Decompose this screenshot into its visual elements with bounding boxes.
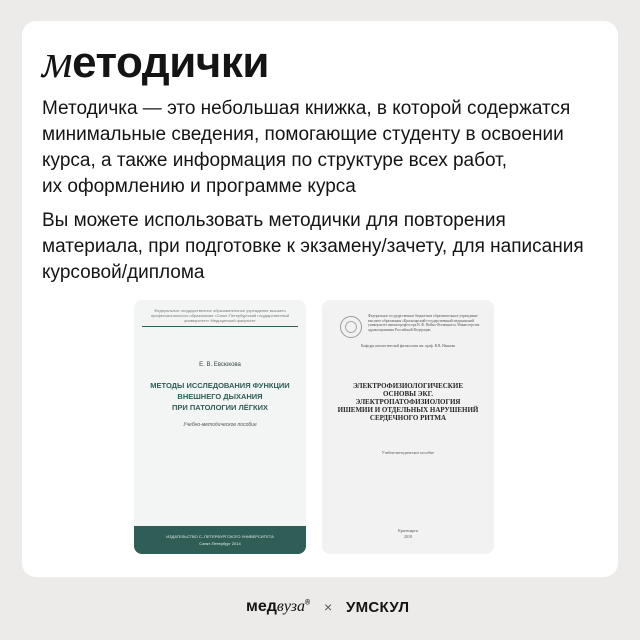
book-city-year xyxy=(322,528,494,540)
book-subtitle: Учебно-методическое пособие xyxy=(381,450,435,455)
book-title-line: ПРИ ПАТОЛОГИИ ЛЁГКИХ xyxy=(171,403,269,412)
title-rest: етодички xyxy=(72,38,269,87)
text-line: их оформлению и программе курса xyxy=(42,176,356,197)
brand-main: мед xyxy=(246,598,277,615)
book-city-year: Санкт-Петербург 2014 xyxy=(199,541,241,546)
text-line: материала, при подготовке к экзамену/зачету, для написания xyxy=(42,236,584,257)
divider xyxy=(142,326,298,327)
book-footer-band xyxy=(134,526,306,554)
title-prefix: м xyxy=(42,35,73,88)
book-year: 2018 xyxy=(404,534,412,539)
text-line: курсовой/диплома xyxy=(42,262,205,283)
book-title xyxy=(334,382,482,422)
usage-paragraph xyxy=(42,208,602,286)
page-title xyxy=(42,36,269,89)
book-department: Кафедра патологической физиологии им. проф. В.В. Иванова xyxy=(361,344,455,348)
book-publisher: ИЗДАТЕЛЬСТВО С.-ПЕТЕРБУРГСКОГО УНИВЕРСИТЕТА xyxy=(166,534,274,539)
footer xyxy=(0,598,640,618)
brand-umskul-logo: УМСКУЛ xyxy=(346,599,410,616)
text-line: минимальные сведения, помогающие студенту в освоении xyxy=(42,124,564,145)
book-city: Красноярск xyxy=(398,528,418,533)
separator-icon: × xyxy=(324,599,333,615)
book-title-line: ЭЛЕКТРОПАТОФИЗИОЛОГИЯ xyxy=(355,398,461,406)
book-title-line: ОСНОВЫ ЭКГ. xyxy=(382,390,433,398)
book-header: Федеральное государственное бюджетное образовательное учреждение высшего образования «Красноярский государственный медицинский университет имени профессора В. Ф. Войно-Ясенецкого» Министерства здравоохранения Российской Федерации xyxy=(368,314,480,332)
book-title-line: ИШЕМИИ И ОТДЕЛЬНЫХ НАРУШЕНИЙ xyxy=(337,406,479,414)
brand-italic: вуза xyxy=(276,598,305,615)
registered-mark: ® xyxy=(304,599,311,607)
text-line: курса, а также информация по структуре всех работ, xyxy=(42,150,508,171)
book-cover-ecg xyxy=(322,300,494,554)
book-title-line: ВНЕШНЕГО ДЫХАНИЯ xyxy=(177,392,263,401)
book-title-line: СЕРДЕЧНОГО РИТМА xyxy=(369,414,447,422)
book-author: Е. В. Евсюкова xyxy=(199,362,241,368)
book-title-line: ЭЛЕКТРОФИЗИОЛОГИЧЕСКИЕ xyxy=(352,382,463,390)
book-subtitle: Учебно-методическое пособие xyxy=(183,422,257,428)
text-line: Вы можете использовать методички для повторения xyxy=(42,210,506,231)
brand-medvuza-logo xyxy=(246,598,310,616)
description-paragraph xyxy=(42,96,602,200)
text-line: Методичка — это небольшая книжка, в которой содержатся xyxy=(42,98,571,119)
university-seal-icon xyxy=(340,316,362,338)
book-title-line: МЕТОДЫ ИССЛЕДОВАНИЯ ФУНКЦИИ xyxy=(150,381,290,390)
book-title xyxy=(146,380,294,413)
book-cover-breathing xyxy=(134,300,306,554)
book-header: Федеральное государственное образовательное учреждение высшего профессионального образования «Санкт-Петербургский государственный университет» Медицинский факультет xyxy=(150,308,290,323)
